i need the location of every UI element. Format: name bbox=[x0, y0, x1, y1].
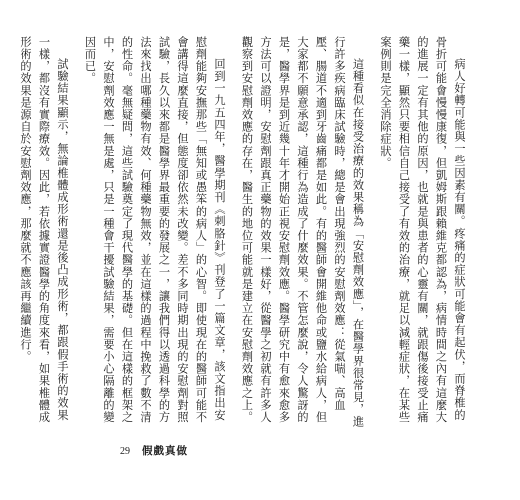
paragraph-1: 病人好轉可能與一些因素有關。疼痛的症狀可能會有起伏，而脊椎的骨折可能會慢慢康復，但凱姆斯跟賴維克都認為，病情時間之內有這麼大的進展一定有其他的原因，也就是與患者的心靈有關，就跟傷後接受止痛藥一樣，顯然只要相信自己接受了有效的治療，就足以減輕症狀，在某些案例則是完全消除症狀。 bbox=[379, 36, 466, 424]
page-footer bbox=[120, 443, 188, 458]
paragraph-3: 回到一九五四年，醫學期刊《刺胳針》刊登了一篇文章，該文指出安慰劑能夠安撫那些「無知或愚笨的病人」的心智。即使現在的醫師可能不會講得這麼直接，但態度卻依然未改變。差不多同時期出現的安慰劑對照試驗，長久以來都是醫學界最重要的發展之一，讓我們得以透過科學的方法來找出哪種藥物有效、何種藥物無效，並在這樣的過程中挽救了數不清的性命。毫無疑問，這些試驗奠定了現代醫學的基礎。但在這樣的框架之中，安慰劑效應一無是處，只是一種會干擾試驗結果，需要小心隔離的變因而已。 bbox=[83, 36, 226, 424]
body-text bbox=[19, 36, 468, 428]
running-title: 假戲真做 bbox=[142, 445, 188, 457]
paragraph-4: 試驗結果顯示，無論椎體成形術還是後凸成形術，都跟假手術的效果一樣，都沒有實際療效。因此，若依據實證醫學的角度來看，如果椎體成形術的效果是源自於安慰劑效應，那麼就不應該再繼續進行。 bbox=[19, 36, 69, 424]
page-number: 29 bbox=[120, 446, 130, 457]
paragraph-2: 這種看似在接受治療的效果稱為「安慰劑效應」，在醫學界很常見，進行許多疾病臨床試驗時，總是會出現強烈的安慰劑效應：從氣喘、高血壓、腸道不適到牙齒痛都是如此。有的醫師會開維他命或鹽水給病人，但大家都不願意承認，這種行為造成了什麼效果。不管怎麼說，令人驚訝的是，醫學界是到近幾十年才開始正視安慰劑效應。醫學研究中有愈來愈多方法可以證明，安慰劑跟真正藥物的效果一樣好，從醫學之初就有許多人觀察到安慰劑效應的存在，醫生的地位可能就是建立在安慰劑效應之上。 bbox=[240, 36, 365, 428]
